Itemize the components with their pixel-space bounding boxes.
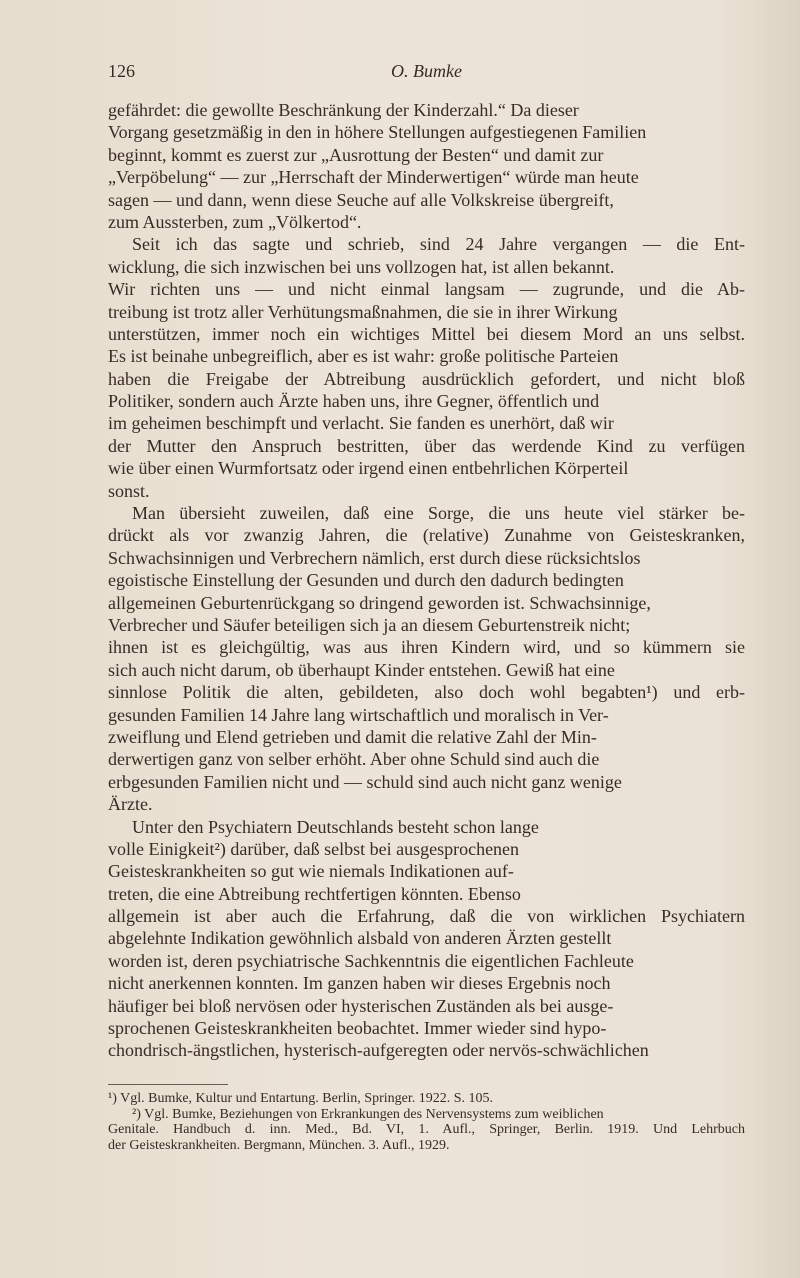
- text-line-content: im geheimen beschimpft und verlacht. Sie fanden es unerhört, daß wir: [108, 413, 614, 434]
- page-number: 126: [108, 61, 135, 81]
- text-line-content: volle Einigkeit²) darüber, daß selbst bei ausgesprochenen: [108, 838, 520, 859]
- text-line: [108, 748, 745, 770]
- text-line: [108, 412, 745, 434]
- text-line: [108, 681, 745, 703]
- text-line: [108, 995, 745, 1017]
- text-line-content: egoistische Einstellung der Gesunden und durch den dadurch bedingten: [108, 570, 624, 591]
- text-line-content: erbgesunden Familien nicht und — schuld sind auch nicht ganz wenige: [108, 771, 622, 792]
- page-header: [108, 60, 745, 82]
- footnotes: [108, 1091, 745, 1153]
- text-line: [108, 345, 745, 367]
- text-line-content: sich auch nicht darum, ob überhaupt Kinder entstehen. Gewiß hat eine: [108, 659, 615, 680]
- text-line-content: Genitale. Handbuch d. inn. Med., Bd. VI, 1. Aufl., Springer, Berlin. 1919. Und Lehrbuch: [108, 1122, 745, 1137]
- text-line-content: „Verpöbelung“ — zur „Herrschaft der Minderwertigen“ würde man heute: [108, 167, 639, 188]
- text-line-content: sonst.: [108, 480, 150, 501]
- text-line-content: Geisteskrankheiten so gut wie niemals Indikationen auf-: [108, 861, 514, 882]
- text-line: [108, 1138, 745, 1154]
- text-line-content: unterstützen, immer noch ein wichtiges Mittel bei diesem Mord an uns selbst.: [108, 323, 745, 344]
- text-line: [108, 1107, 745, 1123]
- text-line: [108, 1039, 745, 1061]
- text-line-content: wicklung, die sich inzwischen bei uns vollzogen hat, ist allen bekannt.: [108, 256, 615, 277]
- text-line-content: treten, die eine Abtreibung rechtfertigen könnten. Ebenso: [108, 883, 521, 904]
- text-line-content: chondrisch-ängstlichen, hysterisch-aufgeregten oder nervös-schwächlichen: [108, 1040, 649, 1061]
- text-line: [108, 927, 745, 949]
- text-line: [108, 1091, 745, 1107]
- body-text: [108, 99, 745, 1062]
- text-line-content: zweiflung und Elend getrieben und damit die relative Zahl der Min-: [108, 726, 597, 747]
- text-line: [108, 480, 745, 502]
- text-line: [108, 636, 745, 658]
- text-line-content: Verbrecher und Säufer beteiligen sich ja an diesem Geburtenstreik nicht;: [108, 614, 631, 635]
- text-line-content: sagen — und dann, wenn diese Seuche auf alle Volkskreise übergreift,: [108, 189, 614, 210]
- text-line-content: Seit ich das sagte und schrieb, sind 24 Jahre vergangen — die Ent-: [132, 234, 745, 255]
- text-line: [108, 278, 745, 300]
- text-line: [108, 1122, 745, 1138]
- text-line: [108, 435, 745, 457]
- text-line-content: beginnt, kommt es zuerst zur „Ausrottung der Besten“ und damit zur: [108, 144, 604, 165]
- paragraph: [108, 233, 745, 502]
- text-line: [108, 592, 745, 614]
- text-line: [108, 726, 745, 748]
- text-line-content: abgelehnte Indikation gewöhnlich alsbald von anderen Ärzten gestellt: [108, 928, 612, 949]
- footnote: [108, 1091, 745, 1107]
- text-line-content: sinnlose Politik die alten, gebildeten, also doch wohl begabten¹) und erb-: [108, 682, 745, 703]
- text-line-content: gefährdet: die gewollte Beschränkung der Kinderzahl.“ Da dieser: [108, 100, 579, 120]
- text-line-content: Es ist beinahe unbegreiflich, aber es ist wahr: große politische Parteien: [108, 346, 619, 367]
- text-line: [108, 121, 745, 143]
- text-line: [108, 816, 745, 838]
- text-line: [108, 704, 745, 726]
- text-line: [108, 301, 745, 323]
- text-line: [108, 860, 745, 882]
- text-line: [108, 614, 745, 636]
- text-line-content: Schwachsinnigen und Verbrechern nämlich, erst durch diese rücksichtslos: [108, 547, 641, 568]
- text-line-content: haben die Freigabe der Abtreibung ausdrücklich gefordert, und nicht bloß: [108, 368, 745, 389]
- text-line: [108, 905, 745, 927]
- text-line-content: der Geisteskrankheiten. Bergmann, München. 3. Aufl., 1929.: [108, 1137, 450, 1153]
- text-line: [108, 502, 745, 524]
- text-line: [108, 390, 745, 412]
- text-line: [108, 189, 745, 211]
- text-line: [108, 883, 745, 905]
- text-line: [108, 211, 745, 233]
- paragraph: [108, 99, 745, 233]
- text-line-content: drückt als vor zwanzig Jahren, die (relative) Zunahme von Geisteskranken,: [108, 525, 745, 546]
- text-line: [108, 144, 745, 166]
- text-line: [108, 166, 745, 188]
- text-line-content: allgemeinen Geburtenrückgang so dringend geworden ist. Schwachsinnige,: [108, 592, 651, 613]
- text-line-content: worden ist, deren psychiatrische Sachkenntnis die eigentlichen Fachleute: [108, 950, 634, 971]
- text-line-content: sprochenen Geisteskrankheiten beobachtet. Immer wieder sind hypo-: [108, 1018, 607, 1039]
- text-line-content: ²) Vgl. Bumke, Beziehungen von Erkrankungen des Nervensystems zum weiblichen: [132, 1106, 604, 1122]
- text-line: [108, 569, 745, 591]
- text-line-content: allgemein ist aber auch die Erfahrung, daß die von wirklichen Psychiatern: [108, 906, 745, 927]
- text-line-content: ihnen ist es gleichgültig, was aus ihren Kindern wird, und so kümmern sie: [108, 637, 745, 658]
- text-line: [108, 547, 745, 569]
- text-line-content: gesunden Familien 14 Jahre lang wirtschaftlich und moralisch in Ver-: [108, 704, 609, 725]
- text-line-content: Politiker, sondern auch Ärzte haben uns, ihre Gegner, öffentlich und: [108, 391, 600, 412]
- text-line: [108, 457, 745, 479]
- text-line-content: nicht anerkennen konnten. Im ganzen haben wir dieses Ergebnis noch: [108, 973, 611, 994]
- text-line: [108, 838, 745, 860]
- paragraph: [108, 502, 745, 815]
- text-line: [108, 368, 745, 390]
- text-line: [108, 256, 745, 278]
- text-line: [108, 524, 745, 546]
- paragraph: [108, 816, 745, 1062]
- text-line-content: wie über einen Wurmfortsatz oder irgend einen entbehrlichen Körperteil: [108, 458, 629, 479]
- text-line-content: zum Aussterben, zum „Völkertod“.: [108, 211, 362, 232]
- text-line-content: Man übersieht zuweilen, daß eine Sorge, die uns heute viel stärker be-: [132, 503, 745, 524]
- text-line-content: treibung ist trotz aller Verhütungsmaßnahmen, die sie in ihrer Wirkung: [108, 301, 618, 322]
- text-line: [108, 323, 745, 345]
- running-title: O. Bumke: [391, 61, 462, 81]
- footnote: [108, 1107, 745, 1154]
- text-line-content: Vorgang gesetzmäßig in den in höhere Stellungen aufgestiegenen Familien: [108, 122, 647, 143]
- text-line: [108, 771, 745, 793]
- text-line-content: Wir richten uns — und nicht einmal langsam — zugrunde, und die Ab-: [108, 279, 745, 300]
- text-line-content: der Mutter den Anspruch bestritten, über das werdende Kind zu verfügen: [108, 435, 745, 456]
- text-line-content: Ärzte.: [108, 794, 153, 815]
- text-line-content: Unter den Psychiatern Deutschlands besteht schon lange: [132, 816, 539, 837]
- text-line: [108, 950, 745, 972]
- text-line: [108, 793, 745, 815]
- text-line: [108, 972, 745, 994]
- text-line: [108, 99, 745, 121]
- text-line-content: häufiger bei bloß nervösen oder hysterischen Zuständen als bei ausge-: [108, 995, 614, 1016]
- text-line: [108, 659, 745, 681]
- text-line-content: derwertigen ganz von selber erhöht. Aber ohne Schuld sind auch die: [108, 749, 600, 770]
- footnote-divider: [108, 1084, 228, 1085]
- text-line-content: ¹) Vgl. Bumke, Kultur und Entartung. Berlin, Springer. 1922. S. 105.: [108, 1091, 494, 1106]
- text-line: [108, 1017, 745, 1039]
- text-line: [108, 233, 745, 255]
